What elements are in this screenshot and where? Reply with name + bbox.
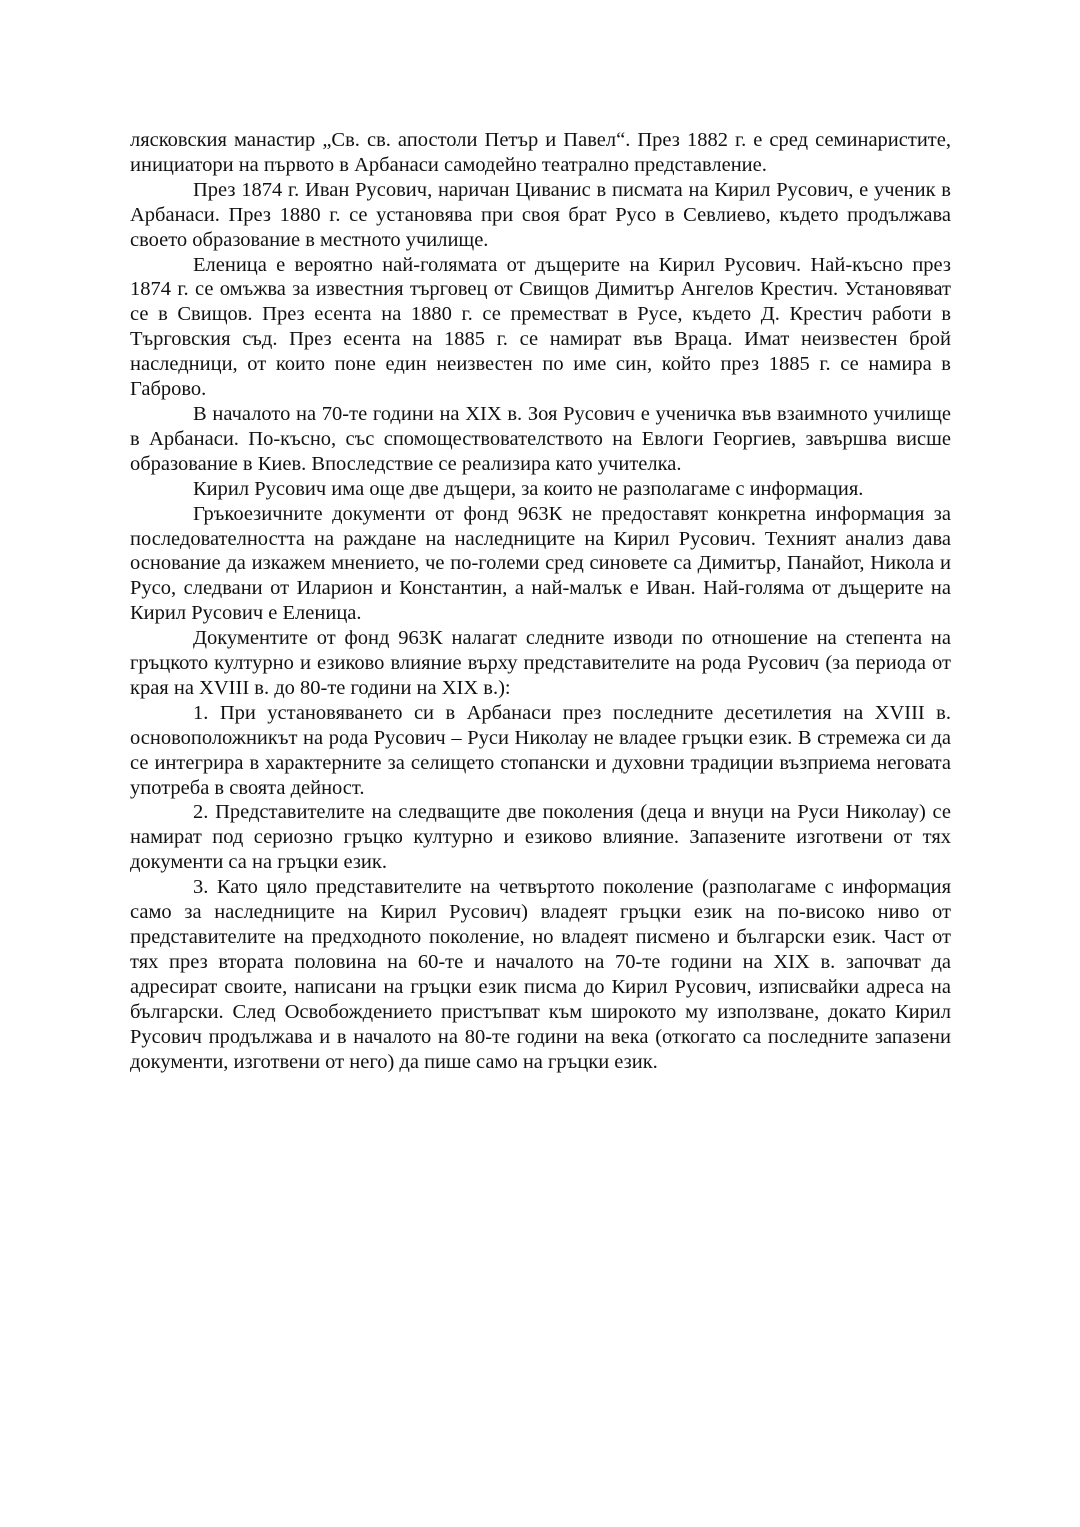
paragraph-elenitsa: Еленица е вероятно най-голямата от дъщерите на Кирил Русович. Най-късно през 1874 г. се омъжва за известния търговец от Свищов Димитър Ангелов Крестич. Установяват се в Свищов. През есента на 1880 г. се преместват в Русе, където Д. Крестич работи в Търговския съд. През есента на 1885 г. се намират във Враца. Имат неизвестен брой наследници, от които поне един неизвестен по име син, който през 1885 г. се намира в Габрово. xyxy=(130,253,951,401)
paragraph-conclusion-3: 3. Като цяло представителите на четвъртото поколение (разполагаме с информация само за наследниците на Кирил Русович) владеят гръцки език на по-високо ниво от представителите на предходното поколение, но владеят писмено и български език. Част от тях през втората половина на 60-те и началото на 70-те години на XIX в. започват да адресират своите, написани на гръцки език писма до Кирил Русович, изписвайки адреса на български. След Освобождението пристъпват към широкото му използване, докато Кирил Русович продължава и в началото на 80-те години на века (откогато са последните запазени документи, изготвени от него) да пише само на гръцки език. xyxy=(130,876,951,1073)
paragraph-birth-order: Гръкоезичните документи от фонд 963К не предоставят конкретна информация за последователността на раждане на наследниците на Кирил Русович. Техният анализ дава основание да изкажем мнението, че по-големи сред синовете са Димитър, Панайот, Никола и Русо, следвани от Иларион и Константин, а най-малък е Иван. Най-голяма от дъщерите на Кирил Русович е Еленица. xyxy=(130,502,951,625)
paragraph-zoya-rusovich: В началото на 70-те години на XIX в. Зоя Русович е ученичка във взаимното училище в Арбанаси. По-късно, със спомоществователството на Евлоги Георгиев, завършва висше образование в Киев. Впоследствие се реализира като учителка. xyxy=(130,402,951,475)
paragraph-two-daughters: Кирил Русович има още две дъщери, за които не разполагаме с информация. xyxy=(193,477,864,500)
paragraph-conclusions-intro: Документите от фонд 963К налагат следните изводи по отношение на степента на гръцкото културно и езиково влияние върху представителите на рода Русович (за периода от края на XVIII в. до 80-те години на XIX в.): xyxy=(130,627,951,699)
paragraph-ivan-rusovich: През 1874 г. Иван Русович, наричан Циванис в писмата на Кирил Русович, е ученик в Арбанаси. През 1880 г. се установява при своя брат Русо в Севлиево, където продължава своето образование в местното училище. xyxy=(130,178,951,251)
paragraph-conclusion-2: 2. Представителите на следващите две поколения (деца и внуци на Руси Николау) се намират под сериозно гръцко културно и езиково влияние. Запазените изготвени от тях документи са на гръцки език. xyxy=(130,801,951,874)
paragraph-continued: лясковския манастир „Св. св. апостоли Петър и Павел“. През 1882 г. е сред семинаристите, инициатори на първото в Арбанаси самодейно театрално представление. xyxy=(130,129,951,176)
body-text xyxy=(130,128,951,1074)
paragraph-conclusion-1: 1. При установяването си в Арбанаси през последните десетилетия на XVIII в. основоположникът на рода Русович – Руси Николау не владее гръцки език. В стремежа си да се интегрира в характерните за селището стопански и духовни традиции възприема неговата употреба в своята дейност. xyxy=(130,701,951,799)
